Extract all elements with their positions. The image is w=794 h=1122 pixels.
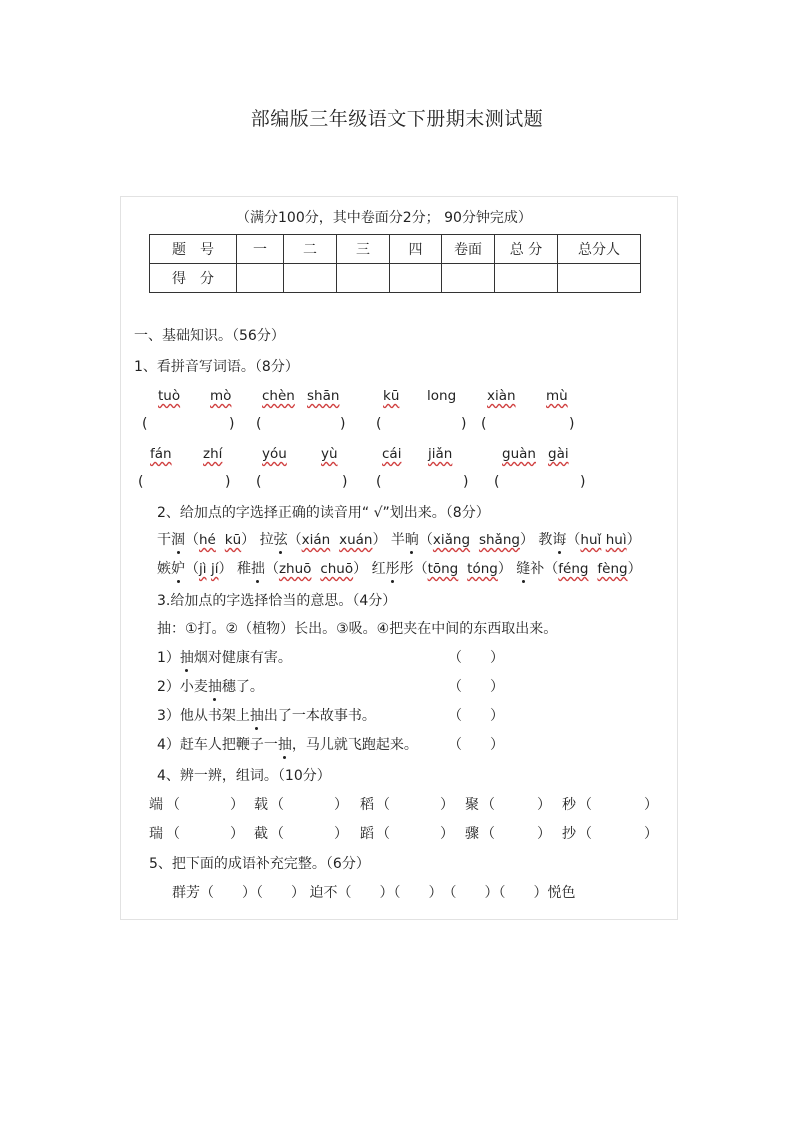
score-header-cell: 一	[237, 235, 284, 264]
score-input-cell[interactable]	[495, 264, 558, 293]
question-2-row	[157, 531, 641, 549]
answer-paren-close: )	[463, 474, 469, 490]
score-input-cell[interactable]	[237, 264, 284, 293]
pinyin: yù	[321, 446, 338, 462]
pinyin-option[interactable]: chuō	[320, 561, 354, 577]
pinyin-option[interactable]: féng	[558, 561, 589, 577]
q3-sentence: 4）赶车人把鞭子一抽，马儿就飞跑起来。	[157, 737, 418, 753]
answer-paren-close: ）	[644, 797, 658, 813]
answer-paren-close: ）	[334, 826, 348, 842]
score-table	[149, 234, 641, 293]
answer-paren-open: (	[376, 416, 382, 432]
answer-paren-close: )	[225, 474, 231, 490]
answer-paren-open: （	[578, 797, 592, 813]
answer-paren-close: ）	[230, 826, 244, 842]
pinyin-option[interactable]: shǎng	[478, 532, 520, 548]
q3-answer-blank[interactable]: （ ）	[448, 679, 504, 695]
question-3-heading: 3.给加点的字选择恰当的意思。（4分）	[157, 593, 397, 609]
score-input-cell[interactable]	[337, 264, 390, 293]
pinyin-option[interactable]: xián	[301, 532, 331, 548]
answer-paren-open: (	[138, 474, 144, 490]
q2-item: 红彤彤（tōng tóng）	[371, 561, 512, 577]
q4-char: 载	[254, 797, 268, 813]
q3-answer-blank[interactable]: （ ）	[448, 650, 504, 666]
q4-char: 抄	[562, 826, 576, 842]
question-5-heading: 5、把下面的成语补充完整。（6分）	[149, 856, 370, 872]
answer-paren-open: （	[166, 797, 180, 813]
answer-paren-close: )	[342, 474, 348, 490]
answer-paren-open: (	[494, 474, 500, 490]
pinyin: cái	[382, 446, 402, 462]
score-header-cell: 三	[337, 235, 390, 264]
score-input-cell[interactable]	[284, 264, 337, 293]
answer-paren-close: )	[340, 416, 346, 432]
pinyin-option[interactable]: fèng	[597, 561, 628, 577]
pinyin-option[interactable]: jì	[199, 561, 207, 577]
pinyin: jiǎn	[428, 446, 453, 462]
answer-paren-close: )	[580, 474, 586, 490]
q4-char: 截	[254, 826, 268, 842]
answer-paren-close: ）	[440, 797, 454, 813]
pinyin: mù	[546, 388, 568, 404]
answer-paren-close: ）	[537, 826, 551, 842]
answer-paren-open: （	[166, 826, 180, 842]
answer-paren-close: ）	[537, 797, 551, 813]
q2-item: 嫉妒（jì jí）	[157, 561, 233, 577]
question-2-heading: 2、给加点的字选择正确的读音用“ √”划出来。（8分）	[157, 505, 490, 521]
q4-char: 端	[149, 797, 163, 813]
pinyin: yóu	[262, 446, 287, 462]
pinyin-option[interactable]: huǐ	[580, 532, 602, 548]
pinyin-option[interactable]: tōng	[427, 561, 459, 577]
q2-item: 缝补（féng fèng）	[516, 561, 642, 577]
answer-paren-open: (	[256, 416, 262, 432]
answer-paren-open: （	[376, 826, 390, 842]
pinyin: kū	[383, 388, 400, 404]
answer-paren-close: ）	[334, 797, 348, 813]
pinyin-option[interactable]: hé	[199, 532, 216, 548]
pinyin-option[interactable]: tóng	[467, 561, 498, 577]
pinyin-option[interactable]: huì	[605, 532, 627, 548]
q2-item: 干涸（hé kū）	[157, 532, 256, 548]
pinyin-option[interactable]: jí	[210, 561, 219, 577]
answer-paren-open: （	[270, 826, 284, 842]
pinyin: fán	[150, 446, 172, 462]
q3-sentence: 2）小麦抽穗了。	[157, 679, 264, 695]
answer-paren-open: （	[270, 797, 284, 813]
pinyin-option[interactable]: kū	[224, 532, 242, 548]
question-4-heading: 4、辨一辨，组词。（10分）	[157, 768, 331, 784]
answer-paren-open: (	[256, 474, 262, 490]
pinyin-option[interactable]: xiǎng	[432, 532, 471, 548]
answer-paren-open: (	[481, 416, 487, 432]
score-input-cell[interactable]	[442, 264, 495, 293]
q4-char: 聚	[465, 797, 479, 813]
question-2-row	[157, 560, 642, 578]
idiom-line: 群芳（ ）（ ） 迫不（ ）（ ） （ ）（ ）悦色	[172, 885, 576, 901]
q2-item: 教诲（huǐ huì）	[538, 532, 641, 548]
pinyin: tuò	[158, 388, 181, 404]
exam-frame	[120, 196, 678, 920]
pinyin: guàn	[502, 446, 536, 462]
score-header-cell: 四	[390, 235, 442, 264]
pinyin: gài	[548, 446, 569, 462]
q2-item: 拉弦（xián xuán）	[259, 532, 387, 548]
score-header-cell: 二	[284, 235, 337, 264]
answer-paren-open: （	[376, 797, 390, 813]
q4-char: 稻	[360, 797, 374, 813]
pinyin: long	[427, 388, 457, 404]
answer-paren-close: )	[229, 416, 235, 432]
answer-paren-close: ）	[440, 826, 454, 842]
q3-answer-blank[interactable]: （ ）	[448, 737, 504, 753]
answer-paren-close: ）	[230, 797, 244, 813]
pinyin: xiàn	[487, 388, 516, 404]
score-header-cell: 总分人	[558, 235, 641, 264]
score-header-cell: 题 号	[150, 235, 237, 264]
q4-char: 瑞	[149, 826, 163, 842]
score-table-header-row	[150, 235, 641, 264]
pinyin-option[interactable]: xuán	[339, 532, 373, 548]
pinyin: mò	[210, 388, 232, 404]
q3-sentence: 3）他从书架上抽出了一本故事书。	[157, 708, 376, 724]
q3-answer-blank[interactable]: （ ）	[448, 708, 504, 724]
q2-item: 半晌（xiǎng shǎng）	[390, 532, 534, 548]
q2-item: 稚拙（zhuō chuō）	[236, 561, 368, 577]
question-3-definition: 抽：①打。②（植物）长出。③吸。④把夹在中间的东西取出来。	[157, 621, 558, 637]
q4-char: 秒	[562, 797, 576, 813]
page-title: 部编版三年级语文下册期末测试题	[250, 108, 544, 130]
score-input-cell[interactable]	[390, 264, 442, 293]
question-1-heading: 1、看拼音写词语。（8分）	[134, 359, 299, 375]
answer-paren-open: (	[376, 474, 382, 490]
answer-paren-open: (	[142, 416, 148, 432]
pinyin: zhí	[203, 446, 223, 462]
pinyin-option[interactable]: zhuō	[278, 561, 312, 577]
pinyin: shān	[307, 388, 340, 404]
score-header-cell: 总 分	[495, 235, 558, 264]
answer-paren-open: （	[481, 826, 495, 842]
answer-paren-close: ）	[644, 826, 658, 842]
score-row-label: 得 分	[150, 264, 237, 293]
score-input-cell[interactable]	[558, 264, 641, 293]
section-heading: 一、基础知识。（56分）	[134, 328, 285, 344]
exam-note: （满分100分，其中卷面分2分； 90分钟完成）	[236, 210, 532, 226]
answer-paren-close: )	[461, 416, 467, 432]
answer-paren-close: )	[569, 416, 575, 432]
q4-char: 蹈	[360, 826, 374, 842]
q4-char: 骤	[465, 826, 479, 842]
answer-paren-open: （	[578, 826, 592, 842]
answer-paren-open: （	[481, 797, 495, 813]
pinyin: chèn	[262, 388, 295, 404]
score-table-score-row	[150, 264, 641, 293]
q3-sentence: 1）抽烟对健康有害。	[157, 650, 292, 666]
score-header-cell: 卷面	[442, 235, 495, 264]
